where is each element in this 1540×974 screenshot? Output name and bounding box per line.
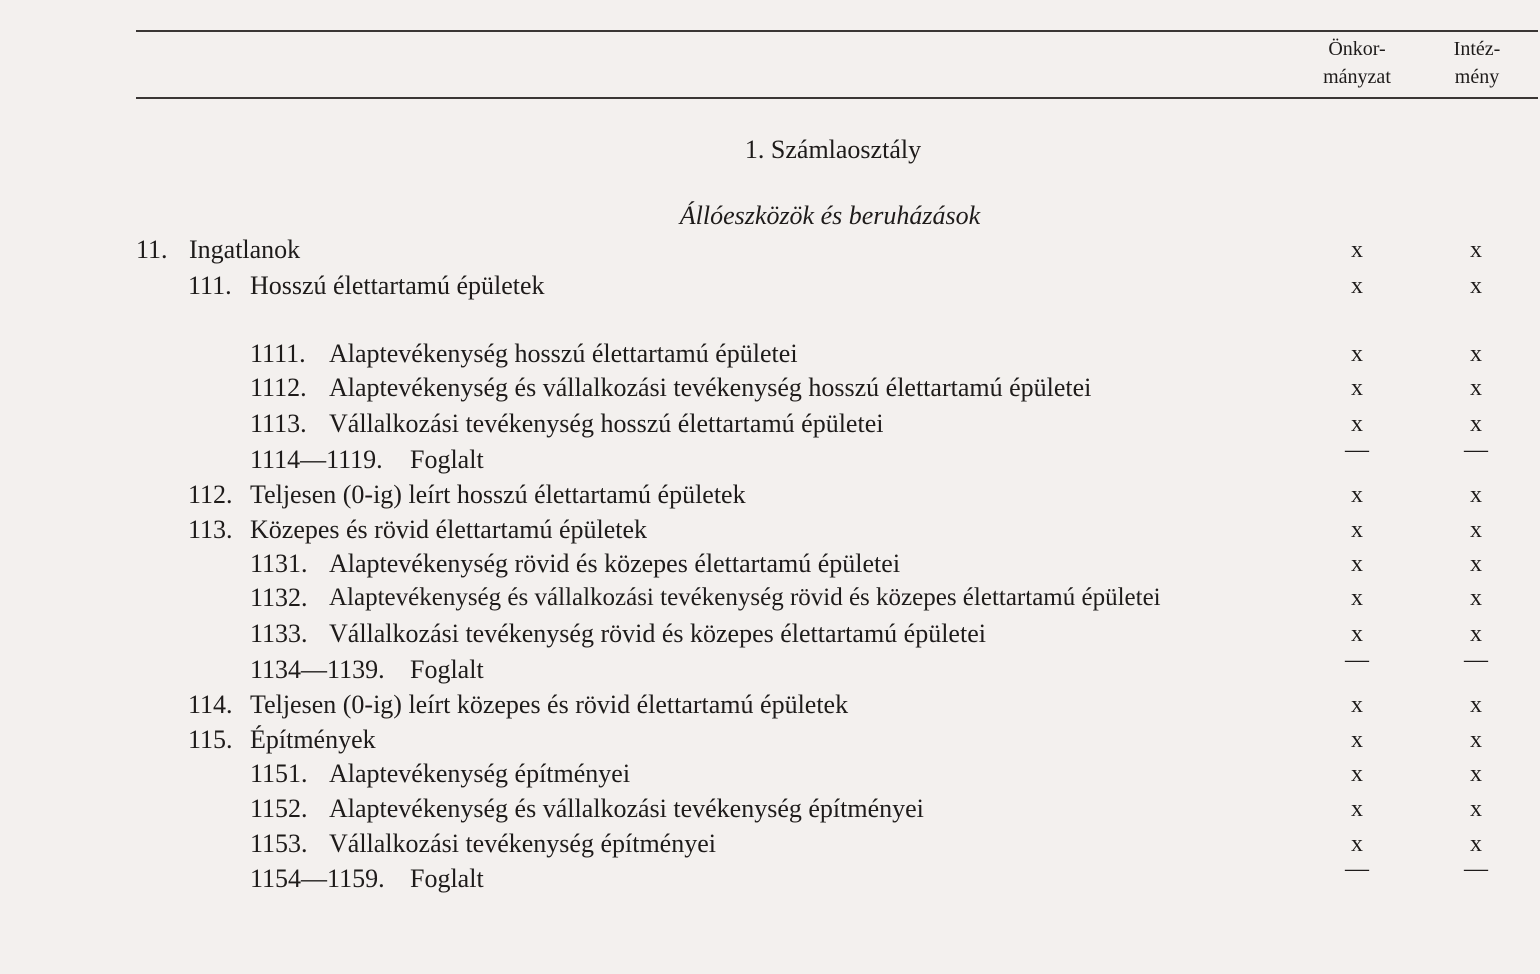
onkormanyzat-mark: — bbox=[1345, 856, 1369, 882]
account-row bbox=[0, 338, 1540, 370]
onkormanyzat-mark: x bbox=[1351, 517, 1363, 543]
account-row bbox=[0, 856, 1540, 895]
account-row bbox=[0, 647, 1540, 686]
column-header-intezmeny bbox=[1417, 35, 1537, 91]
intezmeny-mark: x bbox=[1470, 551, 1482, 577]
account-label: Alaptevékenység és vállalkozási tevékenység hosszú élettartamú épületei bbox=[329, 373, 1092, 402]
column-header-line: mányzat bbox=[1323, 66, 1391, 88]
account-label: Foglalt bbox=[410, 445, 484, 474]
onkormanyzat-mark: x bbox=[1351, 273, 1363, 299]
onkormanyzat-mark: x bbox=[1351, 621, 1363, 647]
account-number: 1151. bbox=[250, 759, 308, 788]
onkormanyzat-mark: x bbox=[1351, 692, 1363, 718]
onkormanyzat-mark: x bbox=[1351, 411, 1363, 437]
account-number: 113. bbox=[188, 515, 233, 544]
section-title: 1. Számlaosztály bbox=[744, 135, 922, 164]
account-number: 1112. bbox=[250, 373, 307, 402]
onkormanyzat-mark: x bbox=[1351, 727, 1363, 753]
intezmeny-mark: x bbox=[1470, 237, 1482, 263]
account-row bbox=[0, 514, 1540, 546]
header-rule-bottom bbox=[136, 97, 1538, 99]
account-number: 1133. bbox=[250, 619, 308, 648]
onkormanyzat-mark: — bbox=[1345, 437, 1369, 463]
intezmeny-mark: x bbox=[1470, 517, 1482, 543]
intezmeny-mark: x bbox=[1470, 341, 1482, 367]
intezmeny-mark: x bbox=[1470, 273, 1482, 299]
onkormanyzat-mark: x bbox=[1351, 237, 1363, 263]
account-number: 1113. bbox=[250, 409, 307, 438]
intezmeny-mark: x bbox=[1470, 411, 1482, 437]
account-label: Alaptevékenység építményei bbox=[329, 759, 631, 788]
account-row bbox=[0, 234, 1540, 266]
account-row bbox=[0, 479, 1540, 511]
intezmeny-mark: x bbox=[1470, 761, 1482, 787]
intezmeny-mark: x bbox=[1470, 482, 1482, 508]
intezmeny-mark: x bbox=[1470, 621, 1482, 647]
account-number: 11. bbox=[136, 235, 168, 264]
onkormanyzat-mark: x bbox=[1351, 796, 1363, 822]
account-label: Vállalkozási tevékenység rövid és közepes élettartamú épületei bbox=[329, 619, 986, 648]
intezmeny-mark: — bbox=[1464, 437, 1488, 463]
account-label: Foglalt bbox=[410, 655, 484, 684]
account-label: Ingatlanok bbox=[189, 235, 301, 264]
account-number: 112. bbox=[188, 480, 233, 509]
account-label: Alaptevékenység és vállalkozási tevékenység rövid és közepes élettartamú épületei bbox=[329, 584, 1161, 611]
intezmeny-mark: — bbox=[1464, 647, 1488, 673]
onkormanyzat-mark: x bbox=[1351, 831, 1363, 857]
account-row bbox=[0, 582, 1540, 614]
account-row bbox=[0, 724, 1540, 756]
account-row bbox=[0, 828, 1540, 860]
account-row bbox=[0, 437, 1540, 476]
account-number: 1111. bbox=[250, 339, 306, 368]
account-number: 1154—1159. bbox=[250, 864, 385, 893]
onkormanyzat-mark: x bbox=[1351, 761, 1363, 787]
column-header-line: Önkor- bbox=[1328, 38, 1386, 60]
account-label: Hosszú élettartamú épületek bbox=[250, 271, 545, 300]
account-row bbox=[0, 372, 1540, 404]
onkormanyzat-mark: — bbox=[1345, 647, 1369, 673]
account-row bbox=[0, 270, 1540, 302]
subsection-title: Állóeszközök és beruházások bbox=[679, 201, 981, 230]
onkormanyzat-mark: x bbox=[1351, 341, 1363, 367]
account-row bbox=[0, 548, 1540, 580]
account-number: 111. bbox=[188, 271, 232, 300]
account-row bbox=[0, 408, 1540, 440]
account-number: 1114—1119. bbox=[250, 445, 383, 474]
account-number: 1153. bbox=[250, 829, 308, 858]
account-label: Foglalt bbox=[410, 864, 484, 893]
account-label: Alaptevékenység hosszú élettartamú épületei bbox=[329, 339, 798, 368]
onkormanyzat-mark: x bbox=[1351, 585, 1363, 611]
column-header-line: mény bbox=[1454, 66, 1500, 88]
account-row bbox=[0, 758, 1540, 790]
account-label: Vállalkozási tevékenység hosszú élettartamú épületei bbox=[329, 409, 884, 438]
header-rule-top bbox=[136, 30, 1538, 32]
intezmeny-mark: — bbox=[1464, 856, 1488, 882]
intezmeny-mark: x bbox=[1470, 375, 1482, 401]
account-label: Teljesen (0-ig) leírt közepes és rövid élettartamú épületek bbox=[250, 690, 849, 719]
onkormanyzat-mark: x bbox=[1351, 551, 1363, 577]
account-number: 1152. bbox=[250, 794, 308, 823]
account-number: 1131. bbox=[250, 549, 308, 578]
account-number: 114. bbox=[188, 690, 233, 719]
intezmeny-mark: x bbox=[1470, 796, 1482, 822]
account-label: Vállalkozási tevékenység építményei bbox=[329, 829, 716, 858]
onkormanyzat-mark: x bbox=[1351, 482, 1363, 508]
account-label: Teljesen (0-ig) leírt hosszú élettartamú épületek bbox=[250, 480, 746, 509]
intezmeny-mark: x bbox=[1470, 585, 1482, 611]
account-row bbox=[0, 618, 1540, 650]
account-number: 115. bbox=[188, 725, 233, 754]
account-label: Alaptevékenység és vállalkozási tevékenység építményei bbox=[329, 794, 924, 823]
onkormanyzat-mark: x bbox=[1351, 375, 1363, 401]
account-number: 1132. bbox=[250, 583, 308, 612]
account-label: Közepes és rövid élettartamú épületek bbox=[250, 515, 648, 544]
account-label: Építmények bbox=[250, 725, 376, 754]
intezmeny-mark: x bbox=[1470, 727, 1482, 753]
column-header-onkormanyzat bbox=[1297, 35, 1417, 91]
account-number: 1134—1139. bbox=[250, 655, 385, 684]
column-header-line: Intéz- bbox=[1453, 38, 1501, 60]
intezmeny-mark: x bbox=[1470, 831, 1482, 857]
account-row bbox=[0, 793, 1540, 825]
account-label: Alaptevékenység rövid és közepes élettartamú épületei bbox=[329, 549, 901, 578]
intezmeny-mark: x bbox=[1470, 692, 1482, 718]
account-row bbox=[0, 689, 1540, 721]
